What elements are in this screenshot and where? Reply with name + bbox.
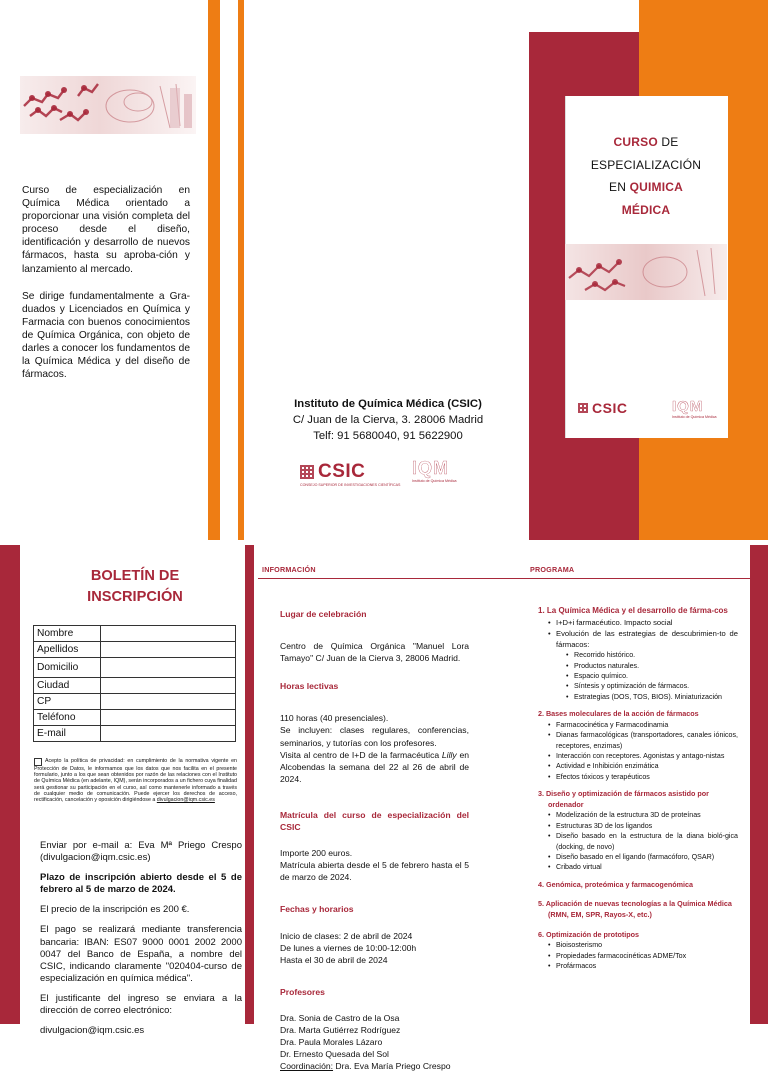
cover-word-de: DE bbox=[661, 135, 679, 149]
cover-title bbox=[565, 131, 727, 221]
professors-list bbox=[280, 1012, 469, 1072]
institute-phone: Telf: 91 5680040, 91 5622900 bbox=[313, 430, 463, 442]
enrol-price: Importe 200 euros. bbox=[280, 848, 353, 859]
coordinator: Dra. Eva María Priego Crespo bbox=[335, 1061, 451, 1072]
molecule-banner-image bbox=[20, 76, 196, 134]
registration-instructions bbox=[40, 840, 242, 1045]
module-6-list bbox=[530, 940, 738, 971]
form-field-domicilio[interactable] bbox=[101, 658, 236, 678]
cover-csic-logo bbox=[578, 400, 627, 416]
registration-title bbox=[30, 566, 240, 608]
iqm-logo bbox=[412, 458, 457, 483]
professor-1: Dra. Sonia de Castro de la Osa bbox=[280, 1012, 400, 1023]
receipt-email[interactable]: divulgacion@iqm.csic.es bbox=[40, 1025, 145, 1037]
hours-text bbox=[280, 712, 469, 785]
intro-paragraph-2: Se dirige fundamentalmente a Gra-duados y Licenciados en Química y Farmacia con buenos conocimientos de Química Orgánica, con objeto de darles a conocer los fundamentos de la Química Médica y del diseño de fármacos. bbox=[22, 290, 190, 381]
module-3-item-5: • Cribado virtual bbox=[548, 862, 738, 872]
form-label-email: E-mail bbox=[34, 726, 101, 742]
csic-logo-subtitle: CONSEJO SUPERIOR DE INVESTIGACIONES CIENTÍFICAS bbox=[300, 483, 401, 487]
dates-heading: Fechas y horarios bbox=[280, 904, 354, 915]
hours-includes: Se incluyen: clases regulares, conferencias, seminarios, y tutorías con los profesores. bbox=[280, 725, 469, 748]
form-row-cp bbox=[34, 694, 236, 710]
institute-contact bbox=[268, 396, 508, 444]
visit-text-end: en Alcobendas la semana del 22 al 26 de abril de 2024. bbox=[280, 749, 469, 784]
course-intro bbox=[22, 184, 190, 395]
registration-price: El precio de la inscripción es 200 €. bbox=[40, 904, 190, 916]
payment-instructions: El pago se realizará mediante transferencia bancaria: IBAN: ES07 9000 0001 2002 2000 0047 del Banco de España, a nombre del CSIC, indicando claramente "020404-curso de especialización en química médica". bbox=[40, 924, 242, 984]
module-6-item-1: • Bioisosterismo bbox=[548, 940, 738, 950]
module-2-item-2: • Dianas farmacológicas (transportadores, canales iónicos, receptores, enzimas) bbox=[548, 730, 738, 751]
form-field-ciudad[interactable] bbox=[101, 678, 236, 694]
cover-word-medica: MÉDICA bbox=[621, 202, 671, 217]
header-rule bbox=[258, 578, 750, 579]
privacy-text: Acepto la política de privacidad: en cumplimiento de la normativa vigente en Protección de Datos, le informamos que los datos que nos facilita en el presente formulario, junto a los que sean obtenidos por razón de las relaciones con el Instituto de Química Médica (en adelante, IQM), serán incorporados a un fichero cuya finalidad será gestionar su participación en el curso, así como mantenerle informado a través de cualquier medio de comunicación. Puede ejercer los derechos de acceso, rectificación, cancelación y oposición dirigiéndose a bbox=[34, 758, 237, 804]
form-field-telefono[interactable] bbox=[101, 710, 236, 726]
professor-2: Dra. Marta Gutiérrez Rodríguez bbox=[280, 1024, 401, 1035]
module-1-sub-5: • Estrategias (DOS, TOS, BIOS). Miniaturización bbox=[566, 692, 738, 702]
module-1-item-1: • I+D+i farmacéutico. Impacto social bbox=[548, 617, 738, 628]
module-6-item-2: • Propiedades farmacocinéticas ADME/Tox bbox=[548, 951, 738, 961]
form-row-ciudad bbox=[34, 678, 236, 694]
module-2-item-5: • Efectos tóxicos y terapéuticos bbox=[548, 772, 738, 782]
csic-logo bbox=[300, 461, 400, 487]
program-column bbox=[530, 606, 738, 978]
registration-title-line-2: INSCRIPCIÓN bbox=[87, 589, 183, 605]
program-header: PROGRAMA bbox=[530, 565, 575, 574]
venue-heading: Lugar de celebración bbox=[280, 609, 367, 619]
cover-csic-logo-text: CSIC bbox=[592, 400, 628, 416]
registration-form-table bbox=[33, 625, 236, 742]
form-label-nombre: Nombre bbox=[34, 626, 101, 642]
form-label-ciudad: Ciudad bbox=[34, 678, 101, 694]
csic-logo-text: CSIC bbox=[318, 461, 366, 482]
cover-word-especializacion: ESPECIALIZACIÓN bbox=[590, 157, 702, 172]
professor-3: Dra. Paula Morales Lázaro bbox=[280, 1037, 383, 1048]
form-row-email bbox=[34, 726, 236, 742]
intro-paragraph-1: Curso de especialización en Química Médica orientado a proporcionar una visión completa del proceso desde el diseño, identificación y desarrollo de nuevos fármacos, hasta su aproba-ción y lanzamiento al mercado. bbox=[22, 185, 190, 275]
info-column bbox=[280, 608, 469, 1088]
form-label-telefono: Teléfono bbox=[34, 710, 101, 726]
enrol-text bbox=[280, 847, 469, 883]
visit-text-start: Visita al centro de I+D de la farmacéutica bbox=[280, 749, 440, 760]
stripe-red-bottom-right bbox=[750, 545, 768, 1024]
module-5-title: 5. Aplicación de nuevas tecnologías a la Química Médica (RMN, EM, SPR, Rayos-X, etc.) bbox=[538, 899, 732, 920]
dates-schedule: De lunes a viernes de 10:00-12:00h bbox=[280, 942, 417, 953]
module-1-sublist bbox=[556, 650, 738, 702]
hours-total: 110 horas (40 presenciales). bbox=[280, 713, 389, 724]
module-3-item-1: • Modelización de la estructura 3D de proteínas bbox=[548, 810, 738, 820]
module-3-item-4: • Diseño basado en el ligando (farmacóforo, QSAR) bbox=[548, 852, 738, 862]
form-row-nombre bbox=[34, 626, 236, 642]
module-2-list bbox=[530, 720, 738, 782]
venue-text: Centro de Química Orgánica "Manuel Lora Tamayo" C/ Juan de la Cierva 3, 28006 Madrid. bbox=[280, 641, 469, 664]
dates-end: Hasta el 30 de abril de 2024 bbox=[280, 954, 388, 965]
info-header: INFORMACIÓN bbox=[262, 565, 316, 574]
enrol-heading: Matrícula del curso de especialización del CSIC bbox=[280, 809, 469, 833]
stripe-red-bottom-middle bbox=[245, 545, 254, 1024]
form-field-cp[interactable] bbox=[101, 694, 236, 710]
form-row-telefono bbox=[34, 710, 236, 726]
cover-iqm-logo-subtitle: Instituto de Química Médica bbox=[672, 415, 717, 419]
module-1-item-2 bbox=[548, 628, 738, 702]
module-1-list bbox=[530, 617, 738, 703]
stripe-orange-top-middle bbox=[238, 0, 244, 540]
form-row-domicilio bbox=[34, 658, 236, 678]
module-2-title: 2. Bases moleculares de la acción de fármacos bbox=[538, 709, 699, 719]
module-1-item-2-text: Evolución de las estrategias de descubrimien-to de fármacos: bbox=[556, 628, 738, 649]
professor-4: Dr. Ernesto Quesada del Sol bbox=[280, 1049, 389, 1060]
hours-heading: Horas lectivas bbox=[280, 681, 339, 692]
form-label-apellidos: Apellidos bbox=[34, 642, 101, 658]
institute-address: C/ Juan de la Cierva, 3. 28006 Madrid bbox=[292, 414, 484, 426]
module-2-item-1: • Farmacocinética y Farmacodinamia bbox=[548, 720, 738, 730]
enrol-period: Matrícula abierta desde el 5 de febrero hasta el 5 de marzo de 2024. bbox=[280, 860, 469, 883]
coordination-label: Coordinación: bbox=[280, 1061, 334, 1072]
privacy-email-link[interactable]: divulgacion@iqm.csic.es bbox=[156, 797, 215, 804]
registration-deadline: Plazo de inscripción abierto desde el 5 de febrero al 5 de marzo de 2024. bbox=[40, 872, 242, 896]
visit-company: Lilly bbox=[441, 749, 457, 760]
module-1-sub-2: • Productos naturales. bbox=[566, 661, 738, 671]
module-3-item-3: • Diseño basado en la estructura de la diana bioló-gica (docking, de novo) bbox=[548, 831, 738, 852]
module-3-title: 3. Diseño y optimización de fármacos asistido por ordenador bbox=[538, 789, 709, 809]
module-4-title: 4. Genómica, proteómica y farmacogenómica bbox=[538, 879, 693, 889]
module-3-list bbox=[530, 810, 738, 872]
module-2-item-4: • Actividad e Inhibición enzimática bbox=[548, 761, 738, 771]
professors-heading: Profesores bbox=[280, 986, 325, 997]
iqm-logo-subtitle: Instituto de Química Médica bbox=[412, 479, 457, 483]
cover-iqm-logo-text: IQM bbox=[672, 398, 704, 415]
module-6-item-3: • Profármacos bbox=[548, 961, 738, 971]
cover-word-en: EN bbox=[608, 180, 627, 194]
module-3-item-2: • Estructuras 3D de los ligandos bbox=[548, 821, 738, 831]
cover-word-quimica: QUIMICA bbox=[629, 180, 684, 194]
send-instructions: Enviar por e-mail a: Eva Mª Priego Crespo (divulgacion@iqm.csic.es) bbox=[40, 840, 242, 864]
privacy-checkbox[interactable] bbox=[34, 758, 42, 766]
dates-text bbox=[280, 930, 469, 966]
module-1-title: 1. La Química Médica y el desarrollo de fárma-cos bbox=[538, 606, 728, 615]
form-field-nombre[interactable] bbox=[101, 626, 236, 642]
module-1-sub-4: • Síntesis y optimización de fármacos. bbox=[566, 681, 738, 691]
iqm-logo-text: IQM bbox=[412, 458, 449, 478]
stripe-red-bottom-left bbox=[0, 545, 20, 1024]
module-6-title: 6. Optimización de prototipos bbox=[538, 929, 640, 939]
form-field-email[interactable] bbox=[101, 726, 236, 742]
registration-title-line-1: BOLETÍN DE bbox=[90, 568, 180, 584]
module-1-sub-3: • Espacio químico. bbox=[566, 671, 738, 681]
institute-name: Instituto de Química Médica (CSIC) bbox=[294, 398, 482, 410]
cover-molecule-image bbox=[565, 244, 727, 300]
form-row-apellidos bbox=[34, 642, 236, 658]
privacy-consent bbox=[34, 758, 237, 803]
csic-grid-icon bbox=[300, 465, 314, 479]
cover-word-curso: CURSO bbox=[613, 135, 658, 149]
receipt-instructions: El justificante del ingreso se enviara a la dirección de correo electrónico: bbox=[40, 992, 242, 1017]
cover-csic-grid-icon bbox=[578, 403, 588, 413]
dates-start: Inicio de clases: 2 de abril de 2024 bbox=[280, 930, 413, 941]
module-2-item-3: • Interacción con receptores. Agonistas y antago-nistas bbox=[548, 751, 738, 761]
cover-iqm-logo bbox=[672, 398, 717, 419]
form-field-apellidos[interactable] bbox=[101, 642, 236, 658]
form-label-domicilio: Domicilio bbox=[34, 658, 101, 678]
form-label-cp: CP bbox=[34, 694, 101, 710]
module-1-sub-1: • Recorrido histórico. bbox=[566, 650, 738, 660]
stripe-orange-top-left bbox=[208, 0, 220, 540]
